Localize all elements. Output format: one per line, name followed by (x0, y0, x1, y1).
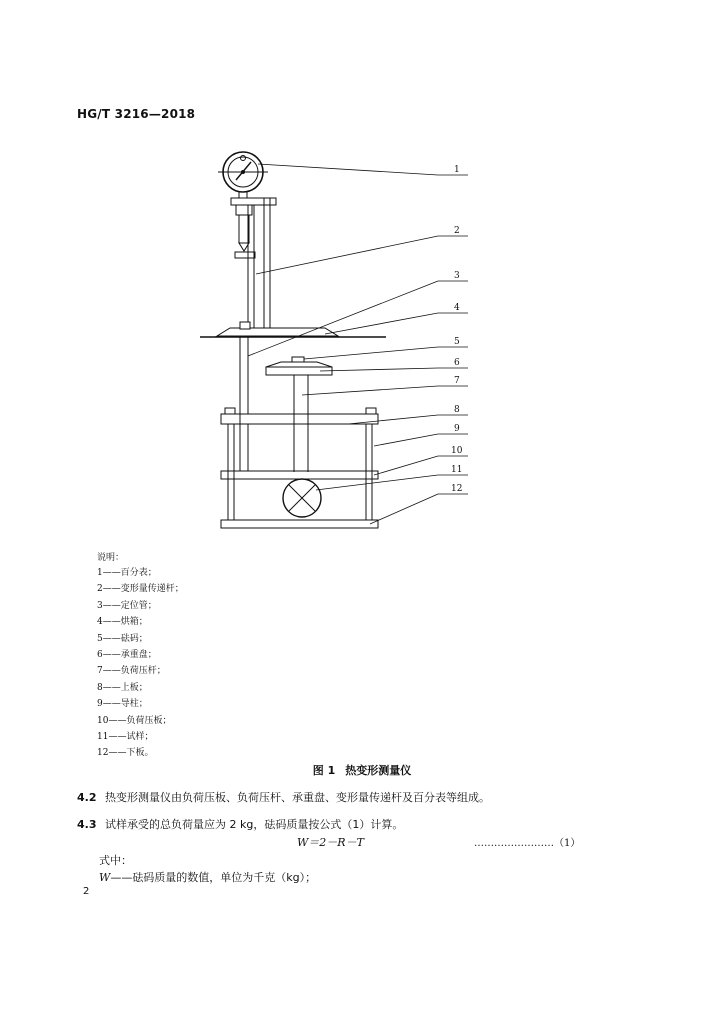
callout-4: 4 (454, 303, 460, 313)
legend-item: 6——承重盘； (97, 649, 157, 660)
callout-9: 9 (454, 424, 460, 434)
figure-caption (0, 762, 724, 778)
clause-number: 4.3 (77, 818, 97, 831)
rod-and-tube-drawing (200, 198, 386, 414)
clause-text: 热变形测量仪由负荷压板、负荷压杆、承重盘、变形量传递杆及百分表等组成。 (105, 791, 490, 804)
figure-caption-title: 热变形测量仪 (345, 764, 412, 777)
formula: W＝2－R－T (297, 836, 364, 849)
legend-item: 9——导柱； (97, 699, 148, 710)
callout-5: 5 (454, 337, 460, 347)
callout-1: 1 (454, 165, 460, 175)
legend-item: 1——百分表； (97, 568, 157, 578)
callout-8: 8 (454, 405, 460, 415)
legend-item: 10——负荷压板； (97, 715, 172, 726)
where-label: 式中： (99, 854, 132, 867)
legend-item: 12——下板。 (97, 748, 154, 759)
callout-12: 12 (451, 484, 463, 494)
callout-2: 2 (454, 226, 460, 236)
callout-7: 7 (454, 376, 460, 386)
legend-item: 11——试样； (97, 731, 154, 742)
variable-symbol: W (99, 871, 111, 884)
callout-leaders (248, 164, 468, 524)
callout-6: 6 (454, 358, 460, 368)
specimen-drawing (283, 479, 321, 517)
page-number: 2 (83, 886, 90, 897)
clause-number: 4.2 (77, 791, 97, 804)
legend-item: 4——烘箱； (97, 617, 148, 628)
legend-item: 7——负荷压杆； (97, 666, 166, 677)
dial-gauge-drawing (218, 152, 276, 251)
standard-code: HG/T 3216—2018 (77, 107, 196, 121)
figure-legend (97, 565, 184, 762)
variable-description: ——砝码质量的数值，单位为千克（kg）； (110, 871, 317, 884)
heat-deformation-apparatus-figure (190, 140, 490, 540)
callout-10: 10 (451, 446, 463, 456)
figure-caption-number: 图 1 (312, 764, 336, 777)
formula-number: ……………………（1） (474, 838, 581, 849)
variable-definition (99, 869, 316, 885)
clause-4-3 (77, 816, 403, 832)
legend-item: 3——定位管； (97, 600, 157, 611)
clause-text: 试样承受的总负荷量应为 2 kg，砝码质量按公式（1）计算。 (105, 818, 404, 831)
clause-4-2 (77, 789, 490, 805)
legend-heading: 说明： (97, 553, 125, 563)
legend-item: 2——变形量传递杆； (97, 584, 184, 595)
callout-11: 11 (451, 465, 463, 475)
frame-drawing (221, 408, 378, 528)
legend-item: 5——砝码； (97, 633, 148, 644)
legend-item: 8——上板； (97, 682, 148, 693)
callout-3: 3 (454, 271, 460, 281)
callout-numbers (451, 165, 463, 494)
